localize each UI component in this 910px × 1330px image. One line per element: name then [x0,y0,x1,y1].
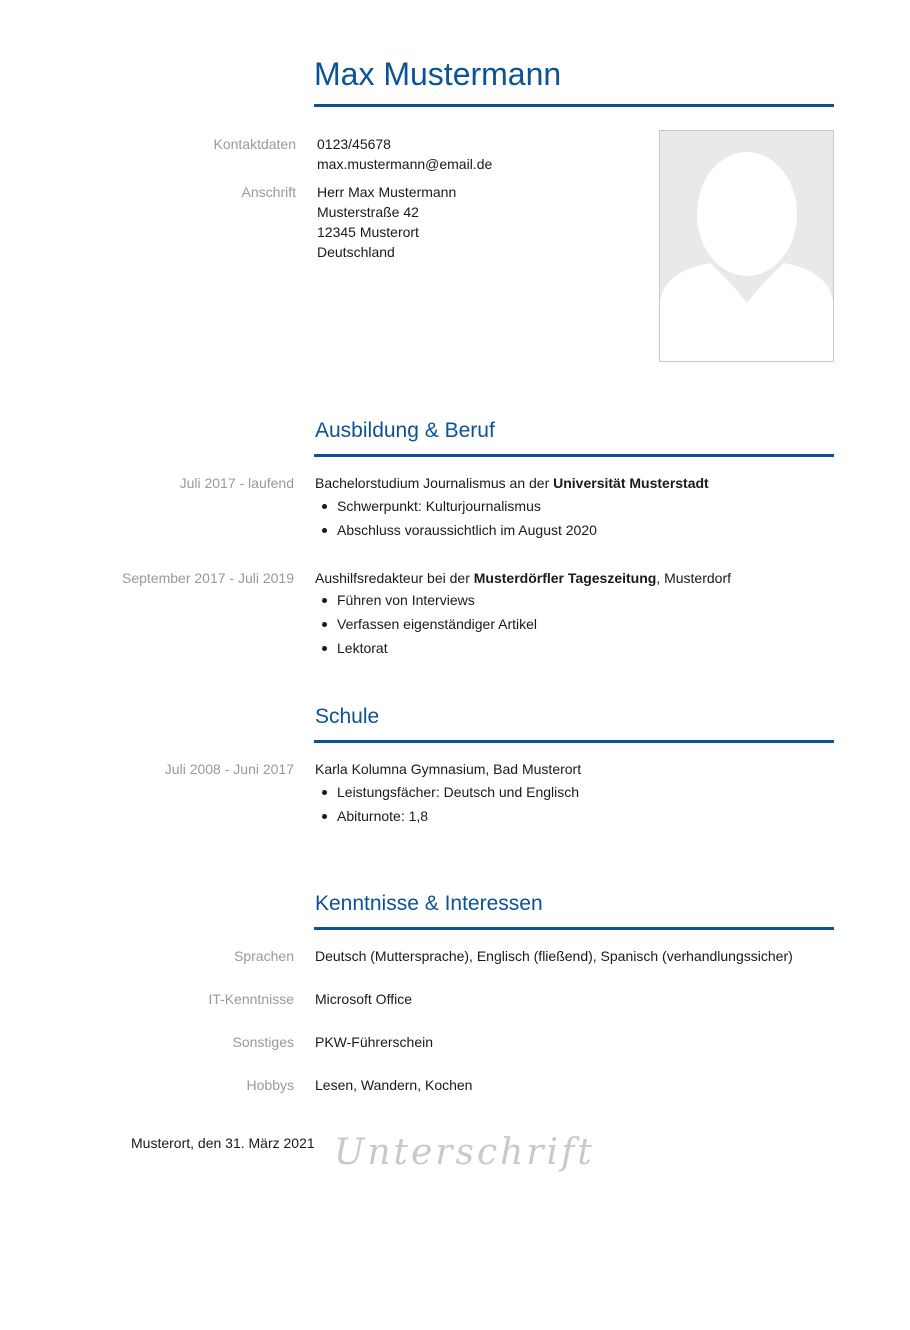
address-line: Herr Max Mustermann [317,184,457,200]
entry-institution: Universität Musterstadt [553,475,709,491]
section-heading-career: Ausbildung & Beruf [315,419,495,442]
entry-date: September 2017 - Juli 2019 [122,570,294,586]
profile-photo [659,130,834,362]
list-item: Führen von Interviews [315,588,537,612]
entry-date: Juli 2017 - laufend [179,475,294,491]
section-divider [314,454,834,457]
skill-label: IT-Kenntnisse [208,991,294,1007]
skill-value: PKW-Führerschein [315,1034,434,1050]
list-item: Abschluss voraussichtlich im August 2020 [315,518,597,542]
entry-bullets [315,494,597,542]
entry-bullets [315,780,579,828]
address-line: Musterstraße 42 [317,204,419,220]
place-and-date: Musterort, den 31. März 2021 [131,1135,315,1151]
entry-title: Aushilfsredakteur bei der Musterdörfler Tageszeitung, Musterdorf [315,570,732,586]
list-item: Lektorat [315,636,537,660]
entry-date: Juli 2008 - Juni 2017 [164,761,294,777]
address-label: Anschrift [241,184,296,200]
list-item: Schwerpunkt: Kulturjournalismus [315,494,597,518]
phone-number: 0123/45678 [317,136,391,152]
address-line: Deutschland [317,244,395,260]
section-divider [314,927,834,930]
entry-title: Bachelorstudium Journalismus an der Universität Musterstadt [315,475,709,491]
entry-bullets [315,588,537,660]
address-line: 12345 Musterort [317,224,419,240]
page-title: Max Mustermann [314,56,562,92]
title-divider [314,104,834,107]
entry-title: Karla Kolumna Gymnasium, Bad Musterort [315,761,582,777]
skill-value: Lesen, Wandern, Kochen [315,1077,473,1093]
list-item: Verfassen eigenständiger Artikel [315,612,537,636]
skill-value: Microsoft Office [315,991,412,1007]
list-item: Abiturnote: 1,8 [315,804,579,828]
skill-label: Hobbys [246,1077,294,1093]
person-silhouette-icon [660,131,833,361]
section-heading-school: Schule [315,705,380,728]
email-address: max.mustermann@email.de [317,156,493,172]
section-divider [314,740,834,743]
signature-placeholder: Unterschrift [334,1132,595,1173]
skill-value: Deutsch (Muttersprache), Englisch (fließend), Spanisch (verhandlungssicher) [315,948,793,964]
entry-institution: Musterdörfler Tageszeitung [473,570,657,586]
skill-label: Sonstiges [232,1034,294,1050]
skill-label: Sprachen [234,948,294,964]
contact-label: Kontaktdaten [213,136,296,152]
section-heading-skills: Kenntnisse & Interessen [315,892,543,915]
list-item: Leistungsfächer: Deutsch und Englisch [315,780,579,804]
